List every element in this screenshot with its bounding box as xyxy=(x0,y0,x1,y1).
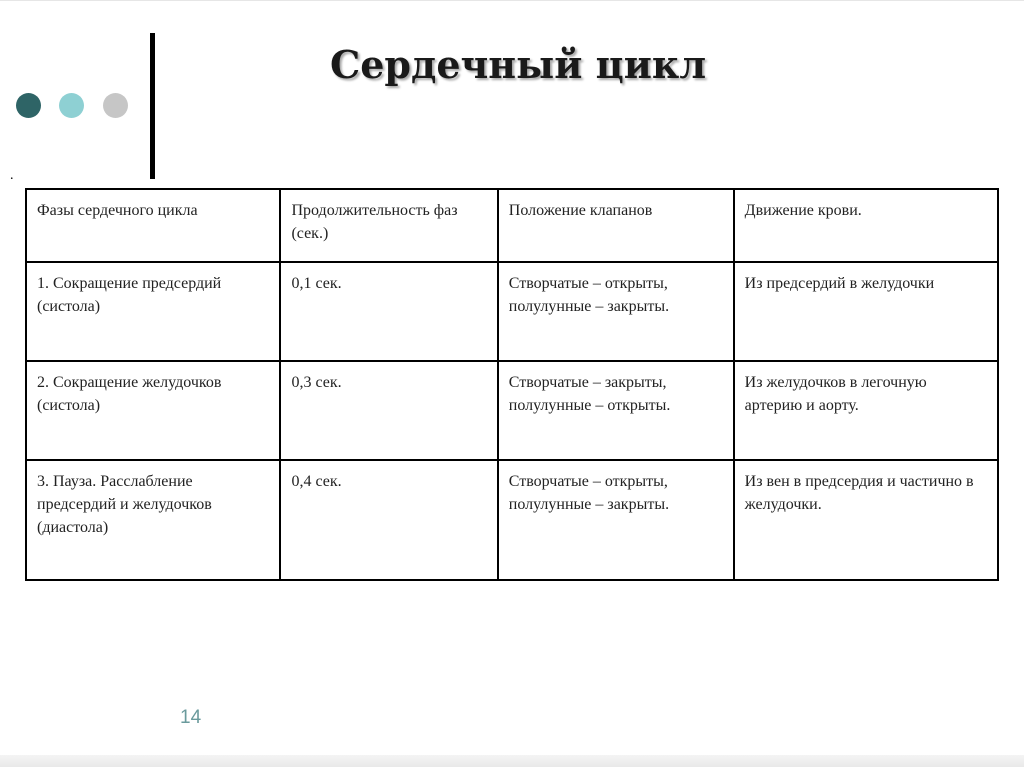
header-cell-phase: Фазы сердечного цикла xyxy=(26,189,280,262)
decor-dot-light xyxy=(59,93,84,118)
cell-blood: Из предсердий в желудочки xyxy=(734,262,998,361)
header-cell-blood: Движение крови. xyxy=(734,189,998,262)
table-row xyxy=(26,361,998,460)
cardiac-cycle-table xyxy=(25,188,999,581)
header-cell-valves: Положение клапанов xyxy=(498,189,734,262)
cell-blood: Из желудочков в легочную артерию и аорту. xyxy=(734,361,998,460)
cell-phase: 2. Сокращение желудочков (систола) xyxy=(26,361,280,460)
cell-duration: 0,3 сек. xyxy=(280,361,497,460)
page-number: 14 xyxy=(180,707,202,728)
cell-blood: Из вен в предсердия и частично в желудочки. xyxy=(734,460,998,580)
decor-dot-dark xyxy=(16,93,41,118)
stray-marker: . xyxy=(10,168,14,183)
cell-valves: Створчатые – закрыты, полулунные – открыты. xyxy=(498,361,734,460)
cell-valves: Створчатые – открыты, полулунные – закрыты. xyxy=(498,262,734,361)
table-row xyxy=(26,460,998,580)
cell-duration: 0,4 сек. xyxy=(280,460,497,580)
slide-title: Сердечный цикл xyxy=(330,42,707,87)
decor-dot-gray xyxy=(103,93,128,118)
slide-bottom-border xyxy=(0,755,1024,767)
decor-vertical-bar xyxy=(150,33,155,179)
header-cell-duration: Продолжительность фаз (сек.) xyxy=(280,189,497,262)
table-header-row xyxy=(26,189,998,262)
cell-valves: Створчатые – открыты, полулунные – закрыты. xyxy=(498,460,734,580)
cell-phase: 1. Сокращение предсердий (систола) xyxy=(26,262,280,361)
slide-top-border xyxy=(0,0,1024,1)
cell-duration: 0,1 сек. xyxy=(280,262,497,361)
cell-phase: 3. Пауза. Расслабление предсердий и желудочков (диастола) xyxy=(26,460,280,580)
table-row xyxy=(26,262,998,361)
